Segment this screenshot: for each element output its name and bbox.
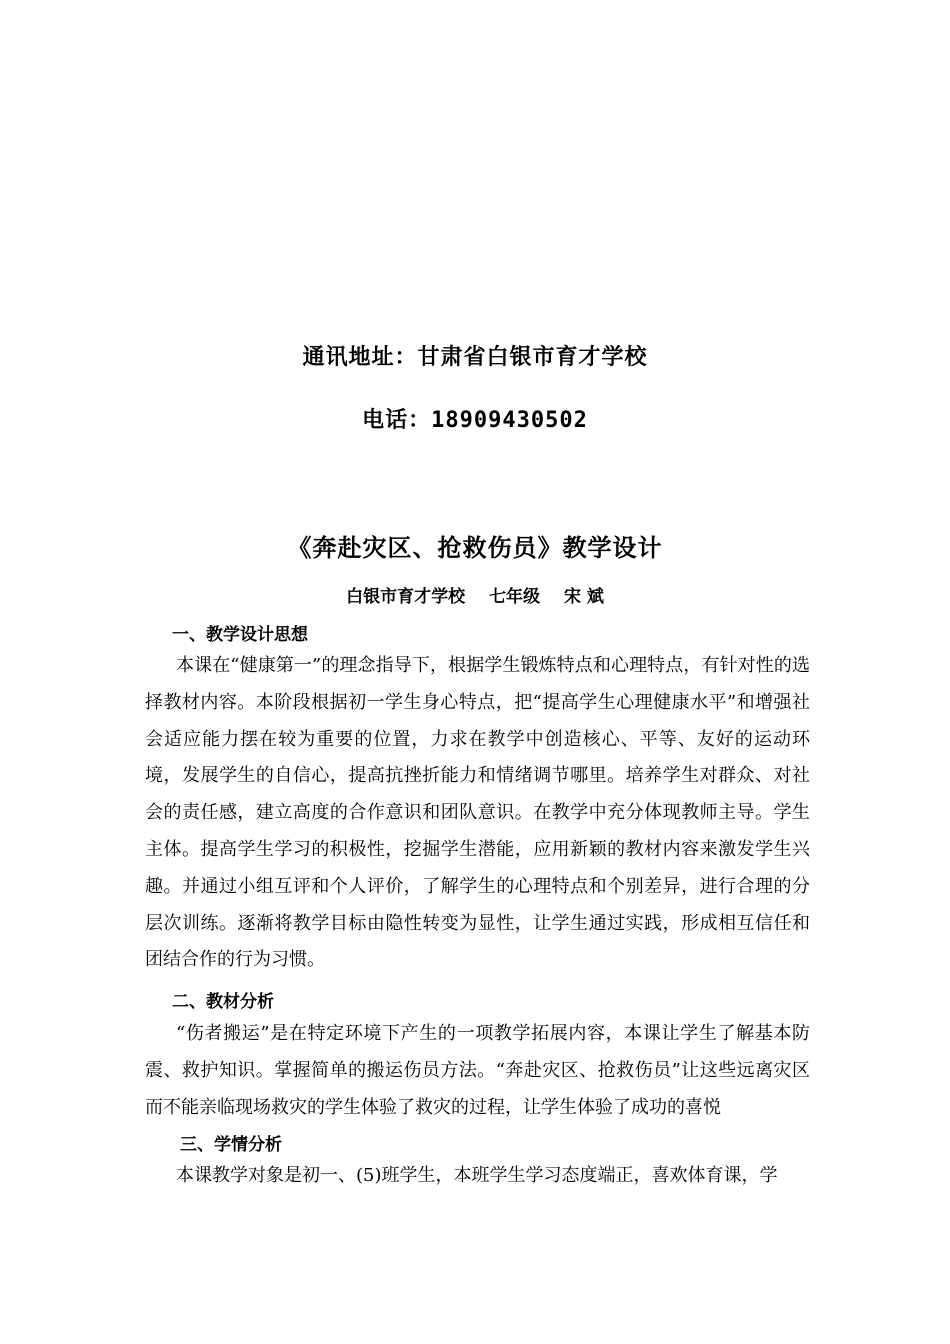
contact-phone: 电话：18909430502 xyxy=(362,408,588,433)
section-heading-design-idea: 一、教学设计思想 xyxy=(172,625,308,645)
document-title: 《奔赴灾区、抢救伤员》教学设计 xyxy=(287,534,663,562)
section-body-student-analysis: 本课教学对象是初一、(5)班学生，本班学生学习态度端正，喜欢体育课，学 xyxy=(176,1165,778,1186)
byline xyxy=(0,582,950,607)
byline-grade: 七年级 xyxy=(489,587,541,607)
byline-school: 白银市育才学校 xyxy=(346,587,466,607)
section-body-material-analysis: “伤者搬运”是在特定环境下产生的一项教学拓展内容，本课让学生了解基本防震、救护知识。掌握简单的搬运伤员方法。“奔赴灾区、抢救伤员”让这些远离灾区而不能亲临现场救灾的学生体验了救灾的过程，让学生体验了成功的喜悦 xyxy=(145,1023,810,1118)
byline-author: 宋 斌 xyxy=(563,587,604,607)
section-heading-material-analysis: 二、教材分析 xyxy=(172,992,274,1012)
section-body-design-idea: 本课在“健康第一”的理念指导下，根据学生锻炼特点和心理特点，有针对性的选择教材内容。本阶段根据初一学生身心特点，把“提高学生心理健康水平”和增强社会适应能力摆在较为重要的位置，力求在教学中创造核心、平等、友好的运动环境，发展学生的自信心，提高抗挫折能力和情绪调节哪里。培养学生对群众、对社会的责任感，建立高度的合作意识和团队意识。在教学中充分体现教师主导。学生主体。提高学生学习的积极性，挖掘学生潜能，应用新颖的教材内容来激发学生兴趣。并通过小组互评和个人评价，了解学生的心理特点和个别差异，进行合理的分层次训练。逐渐将教学目标由隐性转变为显性，让学生通过实践，形成相互信任和团结合作的行为习惯。 xyxy=(145,655,810,971)
contact-address: 通讯地址：甘肃省白银市育才学校 xyxy=(302,345,648,370)
section-heading-student-analysis: 三、学情分析 xyxy=(180,1135,282,1155)
